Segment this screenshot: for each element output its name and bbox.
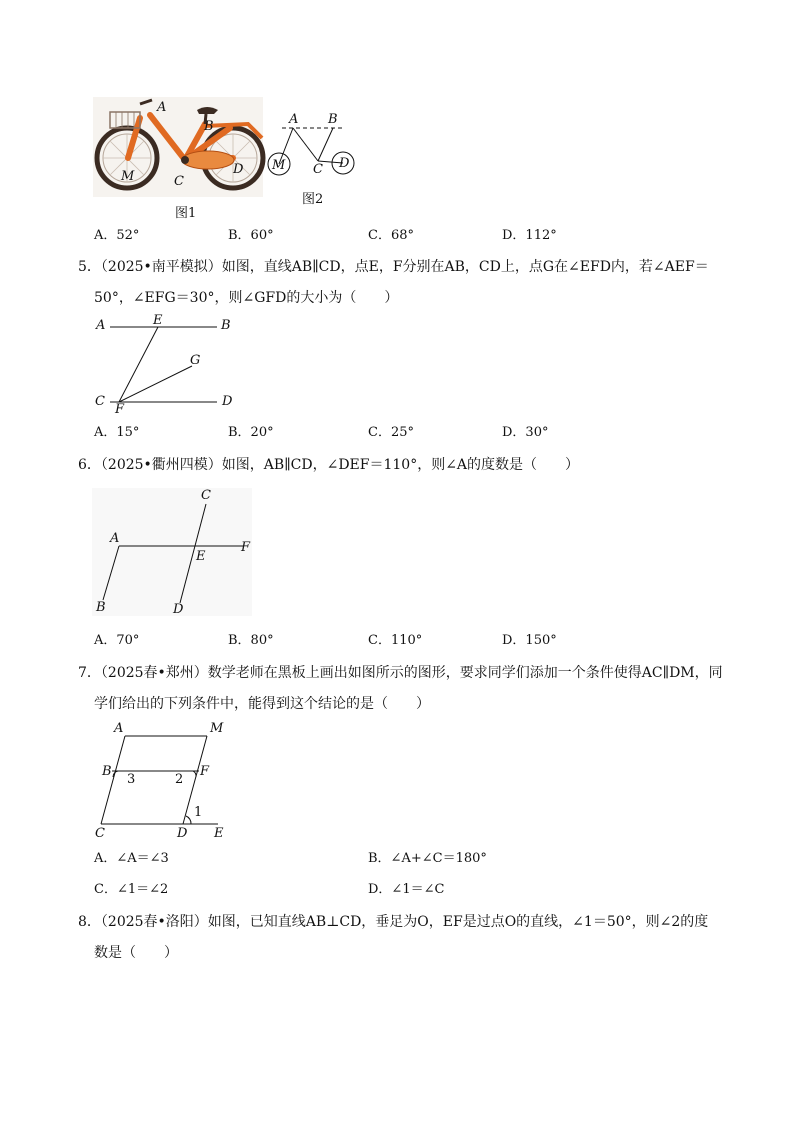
q7-option-c[interactable]: C．∠1＝∠2 xyxy=(94,882,169,897)
q7-angle-1: 1 xyxy=(194,805,203,820)
diagram-label-d: D xyxy=(339,156,350,171)
q5-text-line-1: 5．（2025•南平模拟）如图，直线AB∥CD，点E，F分别在AB，CD上，点G在∠EFD内，若∠AEF＝ xyxy=(78,259,709,275)
q7-label-e: E xyxy=(214,826,224,841)
diagram-label-m: M xyxy=(272,158,286,173)
q5-label-e: E xyxy=(153,313,163,328)
q6-label-f: F xyxy=(241,540,251,555)
q7-label-m: M xyxy=(210,721,224,736)
q6-text-line-1: 6．（2025•衢州四模）如图，AB∥CD，∠DEF＝110°，则∠A的度数是（ ） xyxy=(78,457,580,473)
q8-text-line-2: 数是（ ） xyxy=(94,945,178,961)
q5-label-c: C xyxy=(95,394,105,409)
q4-option-b[interactable]: B．60° xyxy=(228,228,274,243)
q7-label-a: A xyxy=(114,721,124,736)
q6-label-e: E xyxy=(196,549,206,564)
q6-option-b[interactable]: B．80° xyxy=(228,633,274,648)
bike-label-m: M xyxy=(121,169,135,184)
q5-label-d: D xyxy=(222,394,233,409)
q7-label-d: D xyxy=(177,826,188,841)
diagram-label-a: A xyxy=(289,112,299,127)
q6-option-d[interactable]: D．150° xyxy=(502,633,557,648)
q7-text-line-2: 学们给出的下列条件中，能得到这个结论的是（ ） xyxy=(94,696,430,712)
figure-1-caption: 图1 xyxy=(175,206,197,221)
q7-angle-2: 2 xyxy=(175,772,184,787)
q5-text-line-2: 50°，∠EFG＝30°，则∠GFD的大小为（ ） xyxy=(94,290,399,306)
q7-option-d[interactable]: D．∠1＝∠C xyxy=(368,882,445,897)
q5-label-f: F xyxy=(115,402,125,417)
q5-label-a: A xyxy=(96,318,106,333)
q6-label-d: D xyxy=(173,602,184,617)
q7-label-c: C xyxy=(95,826,105,841)
bike-label-a: A xyxy=(157,100,167,115)
q7-label-f: F xyxy=(200,764,210,779)
bike-label-c: C xyxy=(174,174,184,189)
q7-angle-3: 3 xyxy=(127,772,136,787)
figure-2-caption: 图2 xyxy=(302,192,324,207)
q6-label-b: B xyxy=(96,600,106,615)
q7-text-line-1: 7．（2025春•郑州）数学老师在黑板上画出如图所示的图形，要求同学们添加一个条件使得AC∥DM，同 xyxy=(78,665,723,681)
q6-label-a: A xyxy=(110,531,120,546)
bike-label-b: B xyxy=(204,119,214,134)
q4-option-c[interactable]: C．68° xyxy=(368,228,414,243)
q4-option-d[interactable]: D．112° xyxy=(502,228,557,243)
q6-label-c: C xyxy=(201,488,211,503)
diagram-label-b: B xyxy=(328,112,338,127)
q4-option-a[interactable]: A．52° xyxy=(94,228,140,243)
q5-option-a[interactable]: A．15° xyxy=(94,425,140,440)
q5-option-b[interactable]: B．20° xyxy=(228,425,274,440)
q7-option-b[interactable]: B．∠A+∠C＝180° xyxy=(368,851,487,866)
q8-text-line-1: 8．（2025春•洛阳）如图，已知直线AB⊥CD，垂足为O，EF是过点O的直线，∠1＝50°，则∠2的度 xyxy=(78,914,709,930)
q6-option-a[interactable]: A．70° xyxy=(94,633,140,648)
diagram-label-c: C xyxy=(313,162,323,177)
q6-option-c[interactable]: C．110° xyxy=(368,633,423,648)
bike-label-d: D xyxy=(233,162,244,177)
q5-label-g: G xyxy=(190,353,201,368)
q5-option-d[interactable]: D．30° xyxy=(502,425,549,440)
q5-option-c[interactable]: C．25° xyxy=(368,425,414,440)
q7-label-b: B xyxy=(102,764,112,779)
q5-label-b: B xyxy=(221,318,231,333)
q7-option-a[interactable]: A．∠A＝∠3 xyxy=(94,851,169,866)
